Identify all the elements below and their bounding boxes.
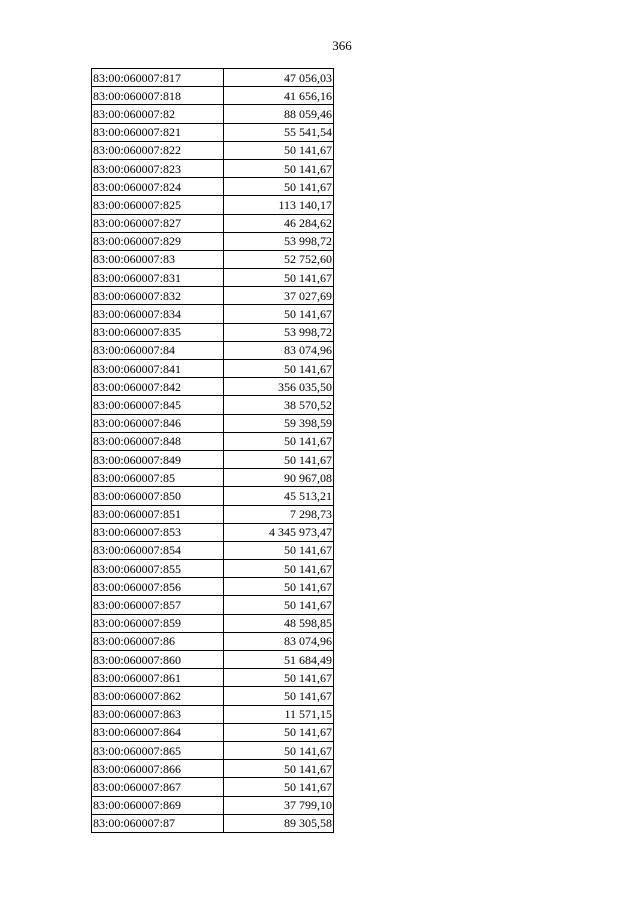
cadastral-value-cell: 50 141,67 — [224, 560, 334, 578]
cadastral-value-cell: 50 141,67 — [224, 305, 334, 323]
cadastral-value-cell: 4 345 973,47 — [224, 523, 334, 541]
cadastral-number-cell: 83:00:060007:850 — [92, 487, 224, 505]
table-row — [92, 87, 334, 105]
table-row — [92, 469, 334, 487]
table-row — [92, 305, 334, 323]
table-row — [92, 450, 334, 468]
table-row — [92, 632, 334, 650]
table-row — [92, 360, 334, 378]
cadastral-number-cell: 83:00:060007:857 — [92, 596, 224, 614]
cadastral-number-cell: 83:00:060007:869 — [92, 796, 224, 814]
table-row — [92, 814, 334, 832]
cadastral-number-cell: 83:00:060007:851 — [92, 505, 224, 523]
table-row — [92, 196, 334, 214]
table-row — [92, 651, 334, 669]
table-row — [92, 778, 334, 796]
cadastral-value-cell: 89 305,58 — [224, 814, 334, 832]
cadastral-value-cell: 50 141,67 — [224, 269, 334, 287]
cadastral-number-cell: 83:00:060007:855 — [92, 560, 224, 578]
cadastral-value-cell: 50 141,67 — [224, 541, 334, 559]
table-row — [92, 323, 334, 341]
cadastral-value-cell: 50 141,67 — [224, 159, 334, 177]
cadastral-value-cell: 88 059,46 — [224, 105, 334, 123]
cadastral-number-cell: 83:00:060007:827 — [92, 214, 224, 232]
cadastral-value-cell: 41 656,16 — [224, 87, 334, 105]
cadastral-number-cell: 83:00:060007:835 — [92, 323, 224, 341]
cadastral-number-cell: 83:00:060007:856 — [92, 578, 224, 596]
cadastral-value-cell: 90 967,08 — [224, 469, 334, 487]
table-row — [92, 214, 334, 232]
cadastral-value-cell: 51 684,49 — [224, 651, 334, 669]
cadastral-value-cell: 7 298,73 — [224, 505, 334, 523]
cadastral-value-cell: 53 998,72 — [224, 232, 334, 250]
table-row — [92, 669, 334, 687]
table-row — [92, 796, 334, 814]
cadastral-number-cell: 83:00:060007:865 — [92, 741, 224, 759]
table-row — [92, 159, 334, 177]
cadastral-value-cell: 113 140,17 — [224, 196, 334, 214]
table-row — [92, 596, 334, 614]
table-row — [92, 432, 334, 450]
cadastral-value-cell: 46 284,62 — [224, 214, 334, 232]
cadastral-number-cell: 83:00:060007:822 — [92, 141, 224, 159]
table-row — [92, 141, 334, 159]
cadastral-value-cell: 50 141,67 — [224, 141, 334, 159]
cadastral-value-cell: 50 141,67 — [224, 596, 334, 614]
cadastral-number-cell: 83:00:060007:854 — [92, 541, 224, 559]
table-row — [92, 723, 334, 741]
cadastral-value-cell: 48 598,85 — [224, 614, 334, 632]
cadastral-number-cell: 83:00:060007:846 — [92, 414, 224, 432]
cadastral-number-cell: 83:00:060007:841 — [92, 360, 224, 378]
cadastral-number-cell: 83:00:060007:848 — [92, 432, 224, 450]
table-row — [92, 614, 334, 632]
cadastral-value-cell: 55 541,54 — [224, 123, 334, 141]
cadastral-number-cell: 83:00:060007:866 — [92, 760, 224, 778]
cadastral-number-cell: 83:00:060007:867 — [92, 778, 224, 796]
table-row — [92, 250, 334, 268]
cadastral-value-cell: 50 141,67 — [224, 687, 334, 705]
cadastral-number-cell: 83:00:060007:859 — [92, 614, 224, 632]
cadastral-value-cell: 83 074,96 — [224, 632, 334, 650]
cadastral-value-cell: 356 035,50 — [224, 378, 334, 396]
cadastral-value-cell: 50 141,67 — [224, 778, 334, 796]
cadastral-number-cell: 83:00:060007:862 — [92, 687, 224, 705]
cadastral-number-cell: 83:00:060007:83 — [92, 250, 224, 268]
table-row — [92, 178, 334, 196]
table-row — [92, 396, 334, 414]
cadastral-number-cell: 83:00:060007:817 — [92, 69, 224, 87]
cadastral-number-cell: 83:00:060007:834 — [92, 305, 224, 323]
table-row — [92, 287, 334, 305]
cadastral-value-cell: 50 141,67 — [224, 450, 334, 468]
table-row — [92, 105, 334, 123]
page-number: 366 — [332, 38, 352, 53]
cadastral-number-cell: 83:00:060007:821 — [92, 123, 224, 141]
cadastral-value-cell: 53 998,72 — [224, 323, 334, 341]
cadastral-number-cell: 83:00:060007:864 — [92, 723, 224, 741]
cadastral-number-cell: 83:00:060007:832 — [92, 287, 224, 305]
table-row — [92, 505, 334, 523]
cadastral-number-cell: 83:00:060007:824 — [92, 178, 224, 196]
cadastral-value-cell: 59 398,59 — [224, 414, 334, 432]
cadastral-value-cell: 38 570,52 — [224, 396, 334, 414]
cadastral-number-cell: 83:00:060007:825 — [92, 196, 224, 214]
table-row — [92, 341, 334, 359]
table-row — [92, 560, 334, 578]
cadastral-value-cell: 45 513,21 — [224, 487, 334, 505]
cadastral-value-table — [91, 68, 334, 833]
cadastral-number-cell: 83:00:060007:853 — [92, 523, 224, 541]
table-row — [92, 378, 334, 396]
cadastral-number-cell: 83:00:060007:84 — [92, 341, 224, 359]
table-row — [92, 414, 334, 432]
table-row — [92, 487, 334, 505]
table-row — [92, 541, 334, 559]
cadastral-number-cell: 83:00:060007:85 — [92, 469, 224, 487]
cadastral-value-cell: 50 141,67 — [224, 760, 334, 778]
table-row — [92, 705, 334, 723]
cadastral-value-cell: 50 141,67 — [224, 669, 334, 687]
cadastral-number-cell: 83:00:060007:861 — [92, 669, 224, 687]
cadastral-number-cell: 83:00:060007:829 — [92, 232, 224, 250]
cadastral-value-cell: 50 141,67 — [224, 432, 334, 450]
cadastral-value-cell: 37 799,10 — [224, 796, 334, 814]
table-row — [92, 687, 334, 705]
table-row — [92, 578, 334, 596]
cadastral-value-cell: 50 141,67 — [224, 741, 334, 759]
cadastral-number-cell: 83:00:060007:86 — [92, 632, 224, 650]
table-row — [92, 232, 334, 250]
table-row — [92, 523, 334, 541]
cadastral-value-cell: 52 752,60 — [224, 250, 334, 268]
cadastral-number-cell: 83:00:060007:87 — [92, 814, 224, 832]
cadastral-value-cell: 47 056,03 — [224, 69, 334, 87]
cadastral-number-cell: 83:00:060007:842 — [92, 378, 224, 396]
cadastral-number-cell: 83:00:060007:831 — [92, 269, 224, 287]
cadastral-number-cell: 83:00:060007:823 — [92, 159, 224, 177]
cadastral-value-cell: 37 027,69 — [224, 287, 334, 305]
table-row — [92, 69, 334, 87]
table-row — [92, 123, 334, 141]
cadastral-number-cell: 83:00:060007:863 — [92, 705, 224, 723]
cadastral-number-cell: 83:00:060007:860 — [92, 651, 224, 669]
table-body — [92, 69, 334, 833]
table-row — [92, 760, 334, 778]
cadastral-value-cell: 11 571,15 — [224, 705, 334, 723]
table-row — [92, 741, 334, 759]
cadastral-number-cell: 83:00:060007:82 — [92, 105, 224, 123]
table-row — [92, 269, 334, 287]
cadastral-value-cell: 50 141,67 — [224, 178, 334, 196]
cadastral-number-cell: 83:00:060007:818 — [92, 87, 224, 105]
cadastral-value-cell: 50 141,67 — [224, 578, 334, 596]
cadastral-number-cell: 83:00:060007:849 — [92, 450, 224, 468]
cadastral-value-cell: 50 141,67 — [224, 723, 334, 741]
cadastral-value-cell: 50 141,67 — [224, 360, 334, 378]
cadastral-number-cell: 83:00:060007:845 — [92, 396, 224, 414]
cadastral-value-cell: 83 074,96 — [224, 341, 334, 359]
